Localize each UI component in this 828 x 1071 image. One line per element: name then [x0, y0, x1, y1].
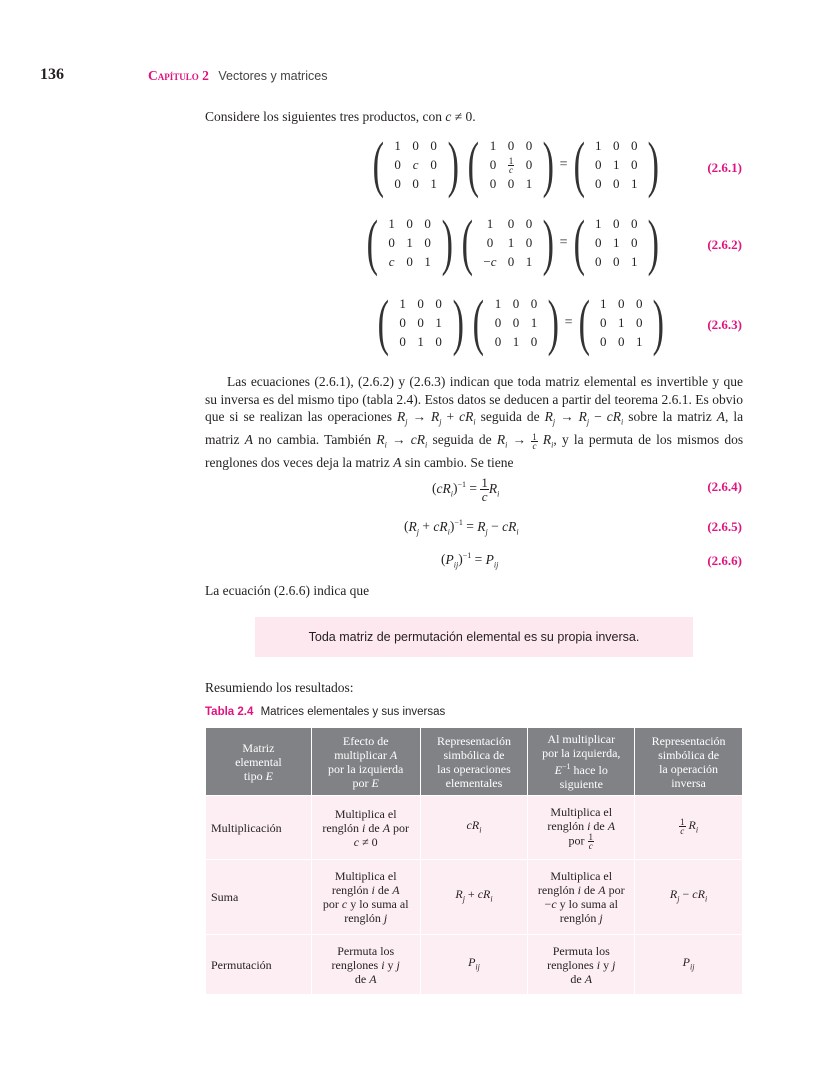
matrix-entry: 0	[406, 216, 413, 231]
matrix-entry: 0	[399, 315, 406, 330]
cell-inverse-effect: Permuta los renglones i y j de A	[528, 935, 635, 995]
matrix-entry: 0	[612, 254, 620, 269]
equation-number: (2.6.6)	[707, 553, 742, 568]
matrix-entry: 1	[388, 216, 395, 231]
matrix-left: ( 1 0 0 0 0 1 0 1 0 )	[377, 289, 464, 357]
matrix-entry: 0	[424, 235, 431, 250]
matrix-entry: 0	[525, 216, 533, 231]
matrix-entry: 1	[612, 235, 620, 250]
after-equation-text: La ecuación (2.6.6) indica que	[205, 583, 370, 598]
matrix-entry: 0	[417, 315, 424, 330]
matrix-entry: 1	[630, 254, 638, 269]
matrix-entry: 0	[406, 254, 413, 269]
matrix-entry: 0	[412, 138, 419, 153]
matrix-entry: 0	[630, 235, 638, 250]
matrix-entry: 0	[486, 235, 494, 250]
matrix-entry: 0	[617, 296, 625, 311]
cell-inverse-effect: Multiplica el renglón i de A por −c y lo suma al renglón j	[528, 860, 635, 935]
cell-type: Suma	[206, 860, 312, 935]
matrix-entry: 1	[612, 157, 620, 172]
matrix-entry: 0	[424, 216, 431, 231]
matrix-entry: 0	[494, 334, 502, 349]
matrix-entry: $\frac{1}{c}$	[508, 155, 514, 175]
matrix-middle: ( 1 0 0 0 1 0 −c 0 1 )	[461, 209, 554, 277]
cell-symbolic: $cR_i$	[420, 796, 528, 860]
matrix-entry: 1	[525, 254, 533, 269]
matrix-middle: ( 1 0 0 0 0 1 0 1 0 )	[472, 289, 559, 357]
matrix-entry: 1	[617, 315, 625, 330]
matrix-entry: 1	[594, 216, 602, 231]
table-caption-text: Matrices elementales y sus inversas	[260, 706, 446, 718]
matrix-entry: 0	[612, 176, 620, 191]
header-inverse-symbolic: Representación simbólica de la operación inversa	[635, 728, 743, 796]
cell-symbolic: $P_{ij}$	[420, 935, 528, 995]
matrix-equation-2-6-3: ( 1 0 0 0 0 1 0 1 0 ) ( 1 0 0 0 0 1 0 1 0 ) = ( 1 0 0 0 1 0 0 0 1 )	[373, 294, 669, 352]
header-matrix-type: Matriz elemental tipo E	[206, 728, 312, 796]
matrix-entry: 0	[394, 176, 401, 191]
matrix-entry: 1	[430, 176, 437, 191]
matrix-entry: 0	[412, 176, 419, 191]
matrix-entry: 0	[599, 334, 607, 349]
matrix-entry: 1	[525, 176, 533, 191]
matrix-entry: 0	[630, 157, 638, 172]
matrix-entry: 0	[530, 334, 538, 349]
matrix-entry: 1	[394, 138, 401, 153]
equation-number: (2.6.2)	[707, 237, 742, 252]
cell-effect: Multiplica el renglón i de A por c y lo suma al renglón j	[311, 860, 420, 935]
matrix-entry: −c	[483, 254, 497, 269]
matrix-entry: 1	[512, 334, 520, 349]
cell-type: Multiplicación	[206, 796, 312, 860]
matrix-entry: 0	[494, 315, 502, 330]
matrix-entry: 1	[489, 138, 497, 153]
matrix-entry: 0	[435, 296, 442, 311]
matrix-right: ( 1 0 0 0 1 0 0 0 1 )	[573, 131, 660, 199]
equation-2-6-5: $(R_j + cR_i)^{-1} = R_j - cR_i$	[404, 518, 519, 537]
matrix-entry: 1	[399, 296, 406, 311]
matrix-entry: 0	[594, 157, 602, 172]
matrix-right: ( 1 0 0 0 1 0 0 0 1 )	[573, 209, 660, 277]
matrix-entry: 1	[594, 138, 602, 153]
matrix-entry: 0	[612, 138, 620, 153]
matrix-entry: 0	[512, 296, 520, 311]
matrix-entry: c	[412, 157, 419, 172]
matrix-entry: 0	[507, 216, 515, 231]
matrix-entry: 0	[507, 254, 515, 269]
equation-2-6-6: $(P_{ij})^{-1} = P_{ij}$	[441, 551, 499, 570]
matrix-entry: 0	[594, 254, 602, 269]
elementary-matrices-table	[205, 727, 743, 995]
matrix-entry: 0	[525, 138, 533, 153]
matrix-entry: 0	[489, 176, 497, 191]
table-row	[206, 796, 743, 860]
matrix-entry: 0	[635, 296, 643, 311]
matrix-entry: 0	[525, 157, 533, 172]
table-row	[206, 935, 743, 995]
page-number: 136	[40, 66, 64, 83]
matrix-equation-2-6-2: ( 1 0 0 0 1 0 c 0 1 ) ( 1 0 0 0 1 0 −c 0 1 ) = ( 1 0 0 0 1 0 0 0 1 )	[362, 214, 664, 272]
matrix-entry: 1	[507, 235, 515, 250]
summary-text: Resumiendo los resultados:	[205, 680, 354, 695]
matrix-left: ( 1 0 0 0 c 0 0 0 1 )	[372, 131, 459, 199]
header-effect: Efecto de multiplicar A por la izquierda por E	[311, 728, 420, 796]
matrix-entry: 1	[486, 216, 494, 231]
equation-number: (2.6.4)	[707, 479, 742, 494]
matrix-entry: 0	[612, 216, 620, 231]
header-inverse-effect: Al multiplicar por la izquierda, $E^{-1}$ hace lo siguiente	[528, 728, 635, 796]
table-caption	[205, 706, 445, 718]
running-header	[148, 68, 327, 84]
equation-number: (2.6.5)	[707, 519, 742, 534]
matrix-entry: 0	[435, 334, 442, 349]
chapter-label: Capítulo 2	[148, 68, 209, 83]
matrix-entry: 0	[594, 176, 602, 191]
matrix-entry: 0	[394, 157, 401, 172]
matrix-entry: 0	[489, 157, 497, 172]
cell-type: Permutación	[206, 935, 312, 995]
table-row	[206, 860, 743, 935]
matrix-entry: 0	[430, 138, 437, 153]
cell-effect: Permuta los renglones i y j de A	[311, 935, 420, 995]
table-header-row	[206, 728, 743, 796]
intro-text: Considere los siguientes tres productos, con c ≠ 0.	[205, 109, 476, 124]
matrix-entry: c	[388, 254, 395, 269]
cell-inverse-symbolic: $P_{ij}$	[635, 935, 743, 995]
matrix-left: ( 1 0 0 0 1 0 c 0 1 )	[366, 209, 453, 277]
cell-symbolic: $R_j + cR_i$	[420, 860, 528, 935]
matrix-entry: 1	[406, 235, 413, 250]
cell-inverse-symbolic: $\frac{1}{c}$ $R_i$	[635, 796, 743, 860]
cell-effect: Multiplica el renglón i de A por c ≠ 0	[311, 796, 420, 860]
matrix-entry: 1	[435, 315, 442, 330]
matrix-equation-2-6-1: ( 1 0 0 0 c 0 0 0 1 ) ( 1 0 0 0 $\frac{1}{c}$ 0 0 0 1 ) = ( 1 0 0 0 1 0 0 0 1 )	[368, 136, 664, 194]
matrix-entry: 1	[494, 296, 502, 311]
matrix-middle: ( 1 0 0 0 $\frac{1}{c}$ 0 0 0 1 )	[467, 131, 554, 199]
matrix-entry: 0	[530, 296, 538, 311]
matrix-entry: 0	[507, 176, 515, 191]
matrix-entry: 0	[417, 296, 424, 311]
cell-inverse-effect: Multiplica el renglón i de A por $\frac{1}{c}$	[528, 796, 635, 860]
matrix-entry: 1	[630, 176, 638, 191]
equation-number: (2.6.3)	[707, 317, 742, 332]
matrix-entry: 0	[630, 138, 638, 153]
matrix-entry: 0	[617, 334, 625, 349]
matrix-right: ( 1 0 0 0 1 0 0 0 1 )	[578, 289, 665, 357]
matrix-entry: 0	[430, 157, 437, 172]
matrix-entry: 0	[635, 315, 643, 330]
matrix-entry: 1	[424, 254, 431, 269]
matrix-entry: 0	[599, 315, 607, 330]
chapter-title: Vectores y matrices	[218, 69, 328, 83]
matrix-entry: 0	[525, 235, 533, 250]
matrix-entry: 1	[417, 334, 424, 349]
matrix-entry: 1	[635, 334, 643, 349]
table-caption-label: Tabla 2.4	[205, 706, 254, 718]
body-paragraph: Las ecuaciones (2.6.1), (2.6.2) y (2.6.3) indican que toda matriz elemental es invertible y que su inversa es del mismo tipo (tabla 2.4). Estos datos se deducen a partir del teorema 2.6.1. Es obvio que si se realizan las operaciones $R_j \to R_j + cR_i$ seguida de $R_j \to R_j - cR_i$ sobre la matriz A, la matriz A no cambia. También $R_i \to cR_i$ seguida de $R_i$ → $\frac{1}{c}$ $R_i$, y la permuta de los mismos dos renglones dos veces deja la matriz A sin cambio. Se tiene	[205, 374, 744, 471]
matrix-entry: 0	[630, 216, 638, 231]
equation-2-6-4: $(cR_i)^{-1}$ = $\frac{1}{c}$ $R_i$	[432, 475, 500, 504]
callout-box: Toda matriz de permutación elemental es su propia inversa.	[255, 617, 693, 657]
equation-number: (2.6.1)	[707, 160, 742, 175]
matrix-entry: 0	[594, 235, 602, 250]
matrix-entry: 1	[530, 315, 538, 330]
cell-inverse-symbolic: $R_j - cR_i$	[635, 860, 743, 935]
matrix-entry: 1	[599, 296, 607, 311]
matrix-entry: 0	[512, 315, 520, 330]
matrix-entry: 0	[507, 138, 515, 153]
header-symbolic: Representación simbólica de las operaciones elementales	[420, 728, 528, 796]
matrix-entry: 0	[388, 235, 395, 250]
matrix-entry: 0	[399, 334, 406, 349]
